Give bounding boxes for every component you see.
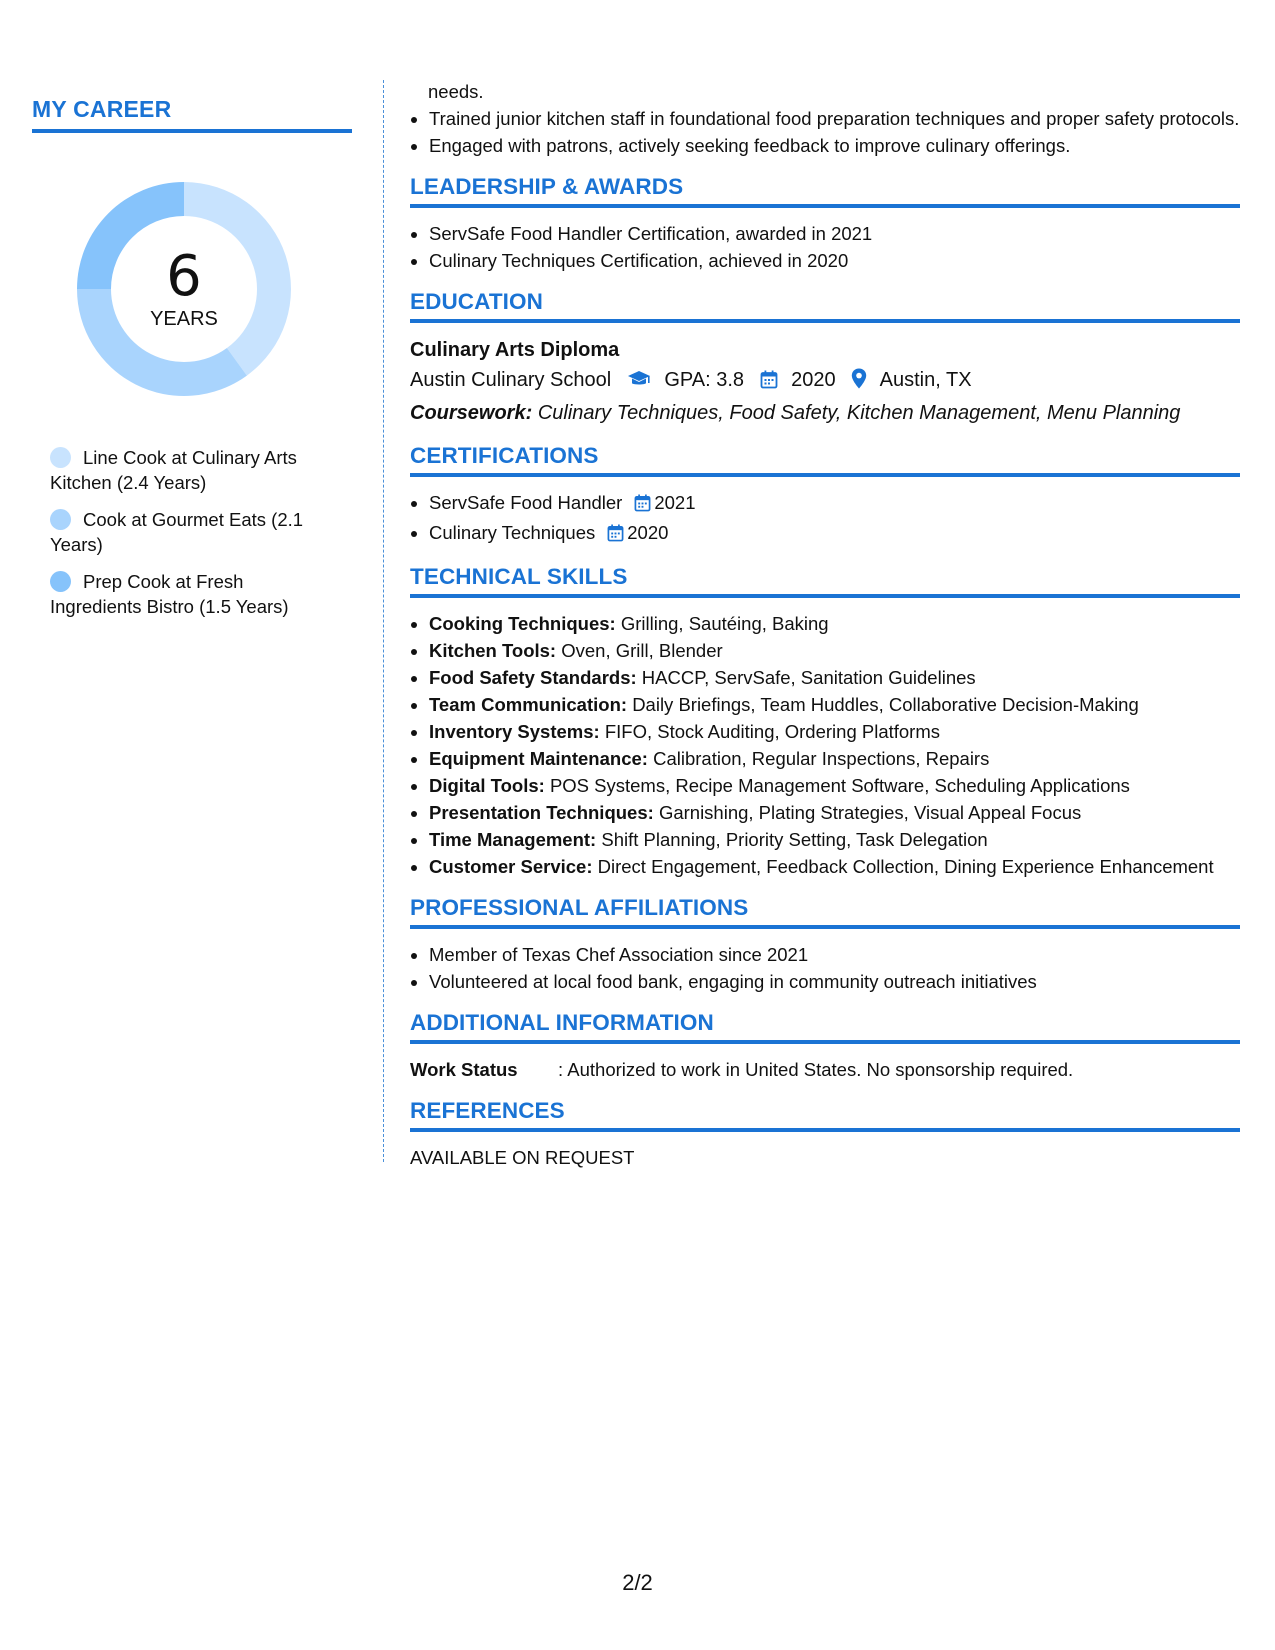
donut-center: [64, 169, 304, 409]
skill-value: Shift Planning, Priority Setting, Task Delegation: [601, 829, 988, 850]
work-status-label: Work Status: [410, 1059, 518, 1080]
affiliations-title: PROFESSIONAL AFFILIATIONS: [410, 895, 1240, 929]
legend-label: Cook at Gourmet Eats (2.1 Years): [50, 509, 304, 555]
skill-label: Digital Tools:: [429, 775, 545, 796]
career-legend: [50, 445, 320, 619]
leadership-title: LEADERSHIP & AWARDS: [410, 174, 1240, 208]
list-item: [429, 826, 1240, 853]
list-item: [429, 745, 1240, 772]
calendar-icon: [760, 368, 778, 398]
list-item: [429, 637, 1240, 664]
cert-name: ServSafe Food Handler: [429, 492, 623, 513]
gpa: GPA: 3.8: [664, 369, 745, 391]
main-content: [410, 78, 1240, 1171]
list-item: • Trained junior kitchen staff in foundational food preparation techniques and proper safety protocols.: [429, 105, 1240, 132]
list-item: [429, 772, 1240, 799]
coursework: [410, 398, 1240, 428]
legend-label: Prep Cook at Fresh Ingredients Bistro (1.5 Years): [50, 571, 289, 617]
career-donut-chart: [64, 169, 304, 409]
legend-label: Line Cook at Culinary Arts Kitchen (2.4 Years): [50, 447, 297, 493]
additional-info-title: ADDITIONAL INFORMATION: [410, 1010, 1240, 1044]
career-title: MY CAREER: [32, 96, 352, 133]
references-text: AVAILABLE ON REQUEST: [410, 1147, 635, 1168]
list-item: • Volunteered at local food bank, engaging in community outreach initiatives: [429, 968, 1240, 995]
skill-label: Food Safety Standards:: [429, 667, 637, 688]
certifications-list: [410, 489, 1240, 549]
skill-value: Grilling, Sautéing, Baking: [620, 613, 829, 634]
skill-label: Cooking Techniques:: [429, 613, 616, 634]
work-status-value: : Authorized to work in United States. No sponsorship required.: [558, 1059, 1074, 1080]
legend-dot: [50, 509, 71, 530]
experience-bullets: [410, 105, 1240, 159]
skill-value: FIFO, Stock Auditing, Ordering Platforms: [604, 721, 941, 742]
experience-continuation: needs.: [428, 81, 484, 102]
skill-value: POS Systems, Recipe Management Software, Scheduling Applications: [549, 775, 1130, 796]
list-item: [429, 718, 1240, 745]
legend-item: [50, 507, 320, 557]
legend-item: [50, 445, 320, 495]
column-divider: [383, 80, 384, 1162]
skill-value: Calibration, Regular Inspections, Repairs: [653, 748, 990, 769]
school-name: Austin Culinary School: [410, 369, 612, 391]
legend-dot: [50, 447, 71, 468]
references-title: REFERENCES: [410, 1098, 1240, 1132]
graduation-year: 2020: [791, 369, 836, 391]
education-details: [410, 365, 1240, 398]
leadership-list: [410, 220, 1240, 274]
coursework-list: Culinary Techniques, Food Safety, Kitchen Management, Menu Planning: [537, 402, 1181, 424]
map-pin-icon: [851, 368, 867, 398]
skill-value: Garnishing, Plating Strategies, Visual Appeal Focus: [658, 802, 1082, 823]
list-item: • Culinary Techniques Certification, achieved in 2020: [429, 247, 1240, 274]
page-number: 2/2: [622, 1570, 653, 1595]
legend-dot: [50, 571, 71, 592]
years-label: YEARS: [150, 307, 218, 330]
education-title: EDUCATION: [410, 289, 1240, 323]
skills-list: [410, 610, 1240, 880]
cert-year: 2021: [654, 492, 696, 513]
list-item: • ServSafe Food Handler Certification, awarded in 2021: [429, 220, 1240, 247]
cert-name: Culinary Techniques: [429, 522, 596, 543]
graduation-cap-icon: [627, 368, 651, 398]
skill-value: Daily Briefings, Team Huddles, Collaborative Decision-Making: [632, 694, 1139, 715]
skill-value: Direct Engagement, Feedback Collection, Dining Experience Enhancement: [597, 856, 1214, 877]
list-item: • Member of Texas Chef Association since 2021: [429, 941, 1240, 968]
skills-title: TECHNICAL SKILLS: [410, 564, 1240, 598]
work-status-row: [410, 1056, 1240, 1083]
list-item: [429, 519, 1240, 549]
degree-name: Culinary Arts Diploma: [410, 339, 620, 361]
list-item: [429, 853, 1240, 880]
skill-label: Time Management:: [429, 829, 597, 850]
skill-value: HACCP, ServSafe, Sanitation Guidelines: [641, 667, 976, 688]
skill-label: Kitchen Tools:: [429, 640, 557, 661]
legend-item: [50, 569, 320, 619]
career-sidebar: [32, 96, 352, 631]
skill-value: Oven, Grill, Blender: [561, 640, 723, 661]
school-location: Austin, TX: [879, 369, 972, 391]
list-item: [429, 799, 1240, 826]
skill-label: Customer Service:: [429, 856, 593, 877]
list-item: • Engaged with patrons, actively seeking feedback to improve culinary offerings.: [429, 132, 1240, 159]
list-item: [429, 610, 1240, 637]
skill-label: Presentation Techniques:: [429, 802, 654, 823]
list-item: [429, 664, 1240, 691]
cert-year: 2020: [627, 522, 669, 543]
certifications-title: CERTIFICATIONS: [410, 443, 1240, 477]
list-item: [429, 691, 1240, 718]
affiliations-list: [410, 941, 1240, 995]
calendar-icon: [634, 492, 651, 519]
calendar-icon: [607, 522, 624, 549]
skill-label: Equipment Maintenance:: [429, 748, 648, 769]
skill-label: Inventory Systems:: [429, 721, 600, 742]
coursework-label: Coursework:: [410, 402, 533, 424]
years-number: 6: [166, 243, 202, 309]
list-item: [429, 489, 1240, 519]
skill-label: Team Communication:: [429, 694, 628, 715]
